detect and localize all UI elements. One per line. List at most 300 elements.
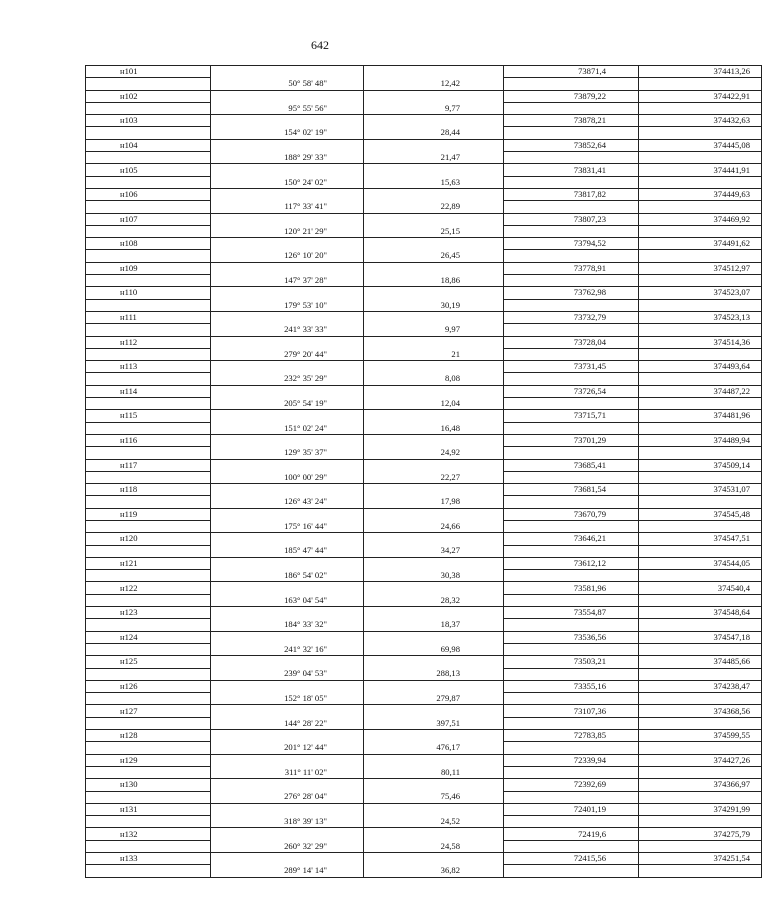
y-coordinate-cell: 374422,91 (639, 90, 762, 102)
empty-angle-cell (211, 115, 364, 127)
segment-row (86, 299, 762, 311)
empty-x-cell (504, 299, 639, 311)
y-coordinate-cell: 374509,14 (639, 459, 762, 471)
segment-length-cell: 30,38 (364, 570, 504, 582)
empty-length-cell (364, 656, 504, 668)
y-coordinate-cell: 374368,56 (639, 705, 762, 717)
y-coordinate-cell: 374481,96 (639, 410, 762, 422)
empty-y-cell (639, 422, 762, 434)
y-coordinate-cell: 374449,63 (639, 188, 762, 200)
y-coordinate-cell: 374441,91 (639, 164, 762, 176)
point-row (86, 779, 762, 791)
segment-row (86, 102, 762, 114)
segment-length-cell: 9,77 (364, 102, 504, 114)
point-name-cell: н113 (86, 361, 211, 373)
empty-length-cell (364, 533, 504, 545)
empty-name-cell (86, 496, 211, 508)
empty-y-cell (639, 619, 762, 631)
empty-y-cell (639, 176, 762, 188)
empty-y-cell (639, 250, 762, 262)
point-row (86, 139, 762, 151)
y-coordinate-cell: 374291,99 (639, 803, 762, 815)
empty-name-cell (86, 250, 211, 262)
direction-angle-cell: 129° 35' 37" (211, 447, 364, 459)
empty-y-cell (639, 545, 762, 557)
empty-length-cell (364, 705, 504, 717)
point-row (86, 213, 762, 225)
empty-x-cell (504, 619, 639, 631)
point-row (86, 828, 762, 840)
direction-angle-cell: 289° 14' 14" (211, 865, 364, 877)
point-name-cell: н127 (86, 705, 211, 717)
segment-length-cell: 36,82 (364, 865, 504, 877)
empty-name-cell (86, 471, 211, 483)
empty-name-cell (86, 520, 211, 532)
direction-angle-cell: 151° 02' 24" (211, 422, 364, 434)
direction-angle-cell: 241° 33' 33" (211, 324, 364, 336)
direction-angle-cell: 175° 16' 44" (211, 520, 364, 532)
empty-name-cell (86, 816, 211, 828)
empty-y-cell (639, 594, 762, 606)
direction-angle-cell: 126° 10' 20" (211, 250, 364, 262)
empty-name-cell (86, 766, 211, 778)
empty-angle-cell (211, 508, 364, 520)
x-coordinate-cell: 72415,56 (504, 853, 639, 865)
empty-length-cell (364, 853, 504, 865)
x-coordinate-cell: 73670,79 (504, 508, 639, 520)
empty-name-cell (86, 152, 211, 164)
segment-row (86, 717, 762, 729)
empty-y-cell (639, 201, 762, 213)
y-coordinate-cell: 374514,36 (639, 336, 762, 348)
point-row (86, 582, 762, 594)
empty-y-cell (639, 570, 762, 582)
segment-row (86, 275, 762, 287)
x-coordinate-cell: 73731,45 (504, 361, 639, 373)
empty-length-cell (364, 164, 504, 176)
y-coordinate-cell: 374523,13 (639, 311, 762, 323)
empty-x-cell (504, 742, 639, 754)
empty-angle-cell (211, 582, 364, 594)
empty-angle-cell (211, 557, 364, 569)
segment-row (86, 570, 762, 582)
empty-angle-cell (211, 336, 364, 348)
empty-x-cell (504, 250, 639, 262)
empty-length-cell (364, 361, 504, 373)
empty-angle-cell (211, 779, 364, 791)
segment-row (86, 176, 762, 188)
point-name-cell: н104 (86, 139, 211, 151)
y-coordinate-cell: 374531,07 (639, 484, 762, 496)
direction-angle-cell: 95° 55' 56" (211, 102, 364, 114)
segment-row (86, 766, 762, 778)
empty-length-cell (364, 434, 504, 446)
point-name-cell: н105 (86, 164, 211, 176)
segment-length-cell: 8,08 (364, 373, 504, 385)
empty-angle-cell (211, 631, 364, 643)
point-name-cell: н123 (86, 607, 211, 619)
y-coordinate-cell: 374489,94 (639, 434, 762, 446)
y-coordinate-cell: 374545,48 (639, 508, 762, 520)
y-coordinate-cell: 374485,66 (639, 656, 762, 668)
point-name-cell: н115 (86, 410, 211, 422)
x-coordinate-cell: 73355,16 (504, 680, 639, 692)
point-name-cell: н117 (86, 459, 211, 471)
empty-x-cell (504, 840, 639, 852)
empty-length-cell (364, 410, 504, 422)
empty-length-cell (364, 115, 504, 127)
segment-length-cell: 12,04 (364, 398, 504, 410)
segment-row (86, 152, 762, 164)
point-name-cell: н130 (86, 779, 211, 791)
segment-row (86, 250, 762, 262)
direction-angle-cell: 201° 12' 44" (211, 742, 364, 754)
empty-x-cell (504, 176, 639, 188)
point-name-cell: н132 (86, 828, 211, 840)
empty-length-cell (364, 66, 504, 78)
segment-length-cell: 17,98 (364, 496, 504, 508)
segment-row (86, 791, 762, 803)
point-row (86, 730, 762, 742)
segment-row (86, 816, 762, 828)
point-row (86, 238, 762, 250)
x-coordinate-cell: 73646,21 (504, 533, 639, 545)
empty-angle-cell (211, 287, 364, 299)
empty-x-cell (504, 865, 639, 877)
empty-angle-cell (211, 361, 364, 373)
empty-length-cell (364, 311, 504, 323)
direction-angle-cell: 232° 35' 29" (211, 373, 364, 385)
empty-x-cell (504, 520, 639, 532)
x-coordinate-cell: 73503,21 (504, 656, 639, 668)
direction-angle-cell: 100° 00' 29" (211, 471, 364, 483)
point-row (86, 803, 762, 815)
segment-row (86, 742, 762, 754)
empty-name-cell (86, 693, 211, 705)
x-coordinate-cell: 73871,4 (504, 66, 639, 78)
direction-angle-cell: 318° 39' 13" (211, 816, 364, 828)
point-name-cell: н121 (86, 557, 211, 569)
empty-name-cell (86, 102, 211, 114)
direction-angle-cell: 239° 04' 53" (211, 668, 364, 680)
empty-x-cell (504, 668, 639, 680)
empty-name-cell (86, 865, 211, 877)
segment-row (86, 78, 762, 90)
point-row (86, 459, 762, 471)
y-coordinate-cell: 374523,07 (639, 287, 762, 299)
direction-angle-cell: 50° 58' 48" (211, 78, 364, 90)
y-coordinate-cell: 374544,05 (639, 557, 762, 569)
empty-name-cell (86, 570, 211, 582)
x-coordinate-cell: 72783,85 (504, 730, 639, 742)
empty-name-cell (86, 717, 211, 729)
empty-name-cell (86, 348, 211, 360)
empty-length-cell (364, 385, 504, 397)
point-name-cell: н102 (86, 90, 211, 102)
empty-y-cell (639, 275, 762, 287)
point-name-cell: н118 (86, 484, 211, 496)
point-row (86, 164, 762, 176)
empty-name-cell (86, 324, 211, 336)
point-name-cell: н122 (86, 582, 211, 594)
segment-length-cell: 279,87 (364, 693, 504, 705)
point-name-cell: н129 (86, 754, 211, 766)
empty-angle-cell (211, 90, 364, 102)
segment-length-cell: 25,15 (364, 225, 504, 237)
direction-angle-cell: 152° 18' 05" (211, 693, 364, 705)
empty-angle-cell (211, 680, 364, 692)
point-name-cell: н116 (86, 434, 211, 446)
empty-x-cell (504, 275, 639, 287)
segment-length-cell: 75,46 (364, 791, 504, 803)
empty-angle-cell (211, 188, 364, 200)
y-coordinate-cell: 374366,97 (639, 779, 762, 791)
segment-row (86, 619, 762, 631)
empty-length-cell (364, 607, 504, 619)
x-coordinate-cell: 73794,52 (504, 238, 639, 250)
empty-y-cell (639, 766, 762, 778)
x-coordinate-cell: 73878,21 (504, 115, 639, 127)
direction-angle-cell: 185° 47' 44" (211, 545, 364, 557)
empty-length-cell (364, 188, 504, 200)
x-coordinate-cell: 73817,82 (504, 188, 639, 200)
segment-length-cell: 18,37 (364, 619, 504, 631)
direction-angle-cell: 184° 33' 32" (211, 619, 364, 631)
x-coordinate-cell: 73107,36 (504, 705, 639, 717)
point-row (86, 361, 762, 373)
segment-length-cell: 34,27 (364, 545, 504, 557)
empty-angle-cell (211, 803, 364, 815)
segment-row (86, 447, 762, 459)
segment-length-cell: 12,42 (364, 78, 504, 90)
empty-angle-cell (211, 459, 364, 471)
empty-length-cell (364, 336, 504, 348)
point-row (86, 631, 762, 643)
x-coordinate-cell: 72401,19 (504, 803, 639, 815)
x-coordinate-cell: 73728,04 (504, 336, 639, 348)
point-name-cell: н131 (86, 803, 211, 815)
segment-length-cell: 28,32 (364, 594, 504, 606)
point-row (86, 533, 762, 545)
empty-x-cell (504, 398, 639, 410)
point-row (86, 434, 762, 446)
point-name-cell: н120 (86, 533, 211, 545)
point-row (86, 557, 762, 569)
empty-angle-cell (211, 213, 364, 225)
y-coordinate-cell: 374487,22 (639, 385, 762, 397)
point-name-cell: н109 (86, 262, 211, 274)
empty-length-cell (364, 803, 504, 815)
segment-length-cell: 21,47 (364, 152, 504, 164)
y-coordinate-cell: 374427,26 (639, 754, 762, 766)
empty-angle-cell (211, 705, 364, 717)
y-coordinate-cell: 374413,26 (639, 66, 762, 78)
direction-angle-cell: 144° 28' 22" (211, 717, 364, 729)
empty-x-cell (504, 791, 639, 803)
segment-row (86, 348, 762, 360)
empty-angle-cell (211, 853, 364, 865)
empty-x-cell (504, 152, 639, 164)
empty-angle-cell (211, 385, 364, 397)
segment-row (86, 373, 762, 385)
direction-angle-cell: 186° 54' 02" (211, 570, 364, 582)
x-coordinate-cell: 72339,94 (504, 754, 639, 766)
point-row (86, 188, 762, 200)
y-coordinate-cell: 374599,55 (639, 730, 762, 742)
point-row (86, 484, 762, 496)
empty-y-cell (639, 865, 762, 877)
empty-x-cell (504, 570, 639, 582)
empty-length-cell (364, 459, 504, 471)
segment-row (86, 127, 762, 139)
segment-row (86, 693, 762, 705)
empty-angle-cell (211, 656, 364, 668)
empty-y-cell (639, 127, 762, 139)
segment-length-cell: 80,11 (364, 766, 504, 778)
point-name-cell: н107 (86, 213, 211, 225)
point-name-cell: н110 (86, 287, 211, 299)
empty-y-cell (639, 299, 762, 311)
empty-x-cell (504, 422, 639, 434)
segment-length-cell: 24,52 (364, 816, 504, 828)
empty-y-cell (639, 717, 762, 729)
empty-length-cell (364, 238, 504, 250)
segment-length-cell: 24,92 (364, 447, 504, 459)
empty-name-cell (86, 201, 211, 213)
empty-y-cell (639, 225, 762, 237)
y-coordinate-cell: 374491,62 (639, 238, 762, 250)
point-name-cell: н124 (86, 631, 211, 643)
point-name-cell: н126 (86, 680, 211, 692)
empty-y-cell (639, 693, 762, 705)
empty-angle-cell (211, 828, 364, 840)
direction-angle-cell: 188° 29' 33" (211, 152, 364, 164)
point-name-cell: н114 (86, 385, 211, 397)
segment-length-cell: 24,58 (364, 840, 504, 852)
empty-angle-cell (211, 164, 364, 176)
empty-y-cell (639, 496, 762, 508)
empty-length-cell (364, 484, 504, 496)
x-coordinate-cell: 73852,64 (504, 139, 639, 151)
empty-name-cell (86, 127, 211, 139)
point-name-cell: н108 (86, 238, 211, 250)
direction-angle-cell: 147° 37' 28" (211, 275, 364, 287)
empty-name-cell (86, 643, 211, 655)
segment-length-cell: 476,17 (364, 742, 504, 754)
empty-length-cell (364, 828, 504, 840)
point-name-cell: н125 (86, 656, 211, 668)
x-coordinate-cell: 73581,96 (504, 582, 639, 594)
empty-x-cell (504, 225, 639, 237)
segment-length-cell: 21 (364, 348, 504, 360)
segment-row (86, 324, 762, 336)
empty-y-cell (639, 816, 762, 828)
point-row (86, 311, 762, 323)
empty-x-cell (504, 594, 639, 606)
empty-name-cell (86, 299, 211, 311)
segment-row (86, 545, 762, 557)
empty-name-cell (86, 398, 211, 410)
segment-row (86, 840, 762, 852)
direction-angle-cell: 117° 33' 41" (211, 201, 364, 213)
direction-angle-cell: 276° 28' 04" (211, 791, 364, 803)
x-coordinate-cell: 72392,69 (504, 779, 639, 791)
empty-angle-cell (211, 533, 364, 545)
page-number: 642 (311, 38, 329, 52)
empty-angle-cell (211, 730, 364, 742)
y-coordinate-cell: 374432,63 (639, 115, 762, 127)
empty-angle-cell (211, 311, 364, 323)
point-row (86, 754, 762, 766)
empty-angle-cell (211, 754, 364, 766)
empty-x-cell (504, 693, 639, 705)
empty-x-cell (504, 447, 639, 459)
empty-length-cell (364, 754, 504, 766)
empty-length-cell (364, 287, 504, 299)
empty-x-cell (504, 373, 639, 385)
segment-row (86, 520, 762, 532)
empty-y-cell (639, 152, 762, 164)
segment-length-cell: 288,13 (364, 668, 504, 680)
point-row (86, 385, 762, 397)
direction-angle-cell: 241° 32' 16" (211, 643, 364, 655)
empty-name-cell (86, 791, 211, 803)
x-coordinate-cell: 73701,29 (504, 434, 639, 446)
x-coordinate-cell: 73778,91 (504, 262, 639, 274)
empty-length-cell (364, 779, 504, 791)
segment-length-cell: 69,98 (364, 643, 504, 655)
segment-length-cell: 9,97 (364, 324, 504, 336)
y-coordinate-cell: 374275,79 (639, 828, 762, 840)
empty-length-cell (364, 631, 504, 643)
empty-x-cell (504, 766, 639, 778)
empty-x-cell (504, 127, 639, 139)
segment-length-cell: 18,86 (364, 275, 504, 287)
x-coordinate-cell: 73554,87 (504, 607, 639, 619)
segment-length-cell: 16,48 (364, 422, 504, 434)
empty-angle-cell (211, 139, 364, 151)
segment-length-cell: 397,51 (364, 717, 504, 729)
empty-name-cell (86, 275, 211, 287)
empty-name-cell (86, 225, 211, 237)
direction-angle-cell: 205° 54' 19" (211, 398, 364, 410)
empty-angle-cell (211, 434, 364, 446)
segment-row (86, 398, 762, 410)
segment-row (86, 225, 762, 237)
y-coordinate-cell: 374540,4 (639, 582, 762, 594)
empty-angle-cell (211, 484, 364, 496)
point-row (86, 115, 762, 127)
empty-y-cell (639, 742, 762, 754)
empty-x-cell (504, 816, 639, 828)
point-row (86, 262, 762, 274)
empty-angle-cell (211, 262, 364, 274)
segment-row (86, 643, 762, 655)
empty-length-cell (364, 213, 504, 225)
empty-length-cell (364, 680, 504, 692)
direction-angle-cell: 279° 20' 44" (211, 348, 364, 360)
segment-length-cell: 26,45 (364, 250, 504, 262)
empty-name-cell (86, 840, 211, 852)
empty-y-cell (639, 668, 762, 680)
y-coordinate-cell: 374548,64 (639, 607, 762, 619)
segment-length-cell: 22,27 (364, 471, 504, 483)
point-name-cell: н106 (86, 188, 211, 200)
empty-x-cell (504, 545, 639, 557)
empty-name-cell (86, 447, 211, 459)
empty-angle-cell (211, 607, 364, 619)
y-coordinate-cell: 374251,54 (639, 853, 762, 865)
